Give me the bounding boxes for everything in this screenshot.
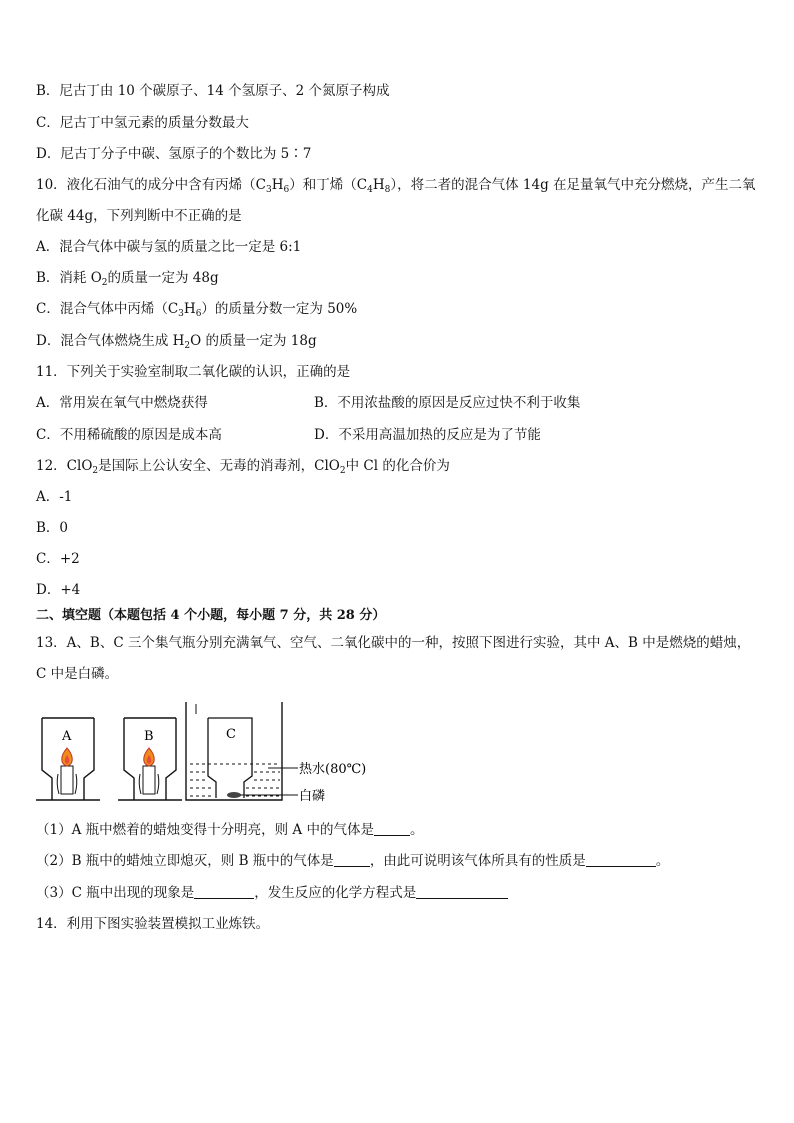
q11-stem: 11．下列关于实验室制取二氧化碳的认识，正确的是 bbox=[36, 364, 351, 380]
q11-option-c: C．不用稀硫酸的原因是成本高 bbox=[36, 427, 222, 443]
hot-water-lines bbox=[190, 764, 280, 796]
q14-stem: 14．利用下图实验装置模拟工业炼铁。 bbox=[36, 916, 270, 932]
label-c: C bbox=[226, 727, 236, 742]
white-phosphorus-icon bbox=[227, 792, 241, 798]
bottle-b bbox=[118, 718, 182, 800]
q10-stem-line2: 化碳 44g，下列判断中不正确的是 bbox=[36, 208, 242, 224]
q11-option-d: D．不采用高温加热的反应是为了节能 bbox=[314, 427, 541, 443]
q11-option-b: B．不用浓盐酸的原因是反应过快不利于收集 bbox=[314, 395, 581, 411]
q13-part-1: （1）A 瓶中燃着的蜡烛变得十分明亮，则 A 中的气体是 。 bbox=[36, 822, 424, 838]
q13-stem-line2: C 中是白磷。 bbox=[36, 666, 119, 682]
answer-blank[interactable] bbox=[374, 821, 410, 836]
answer-blank[interactable] bbox=[334, 852, 370, 867]
q10-option-b: B．消耗 $O_2$的质量一定为 48g bbox=[36, 270, 219, 288]
q9-option-d: D．尼古丁分子中碳、氢原子的个数比为 5∶7 bbox=[36, 146, 312, 162]
section-title-fill-in: 二、填空题（本题包括 4 个小题，每小题 7 分，共 28 分） bbox=[36, 608, 386, 623]
q13-part-2: （2）B 瓶中的蜡烛立即熄灭，则 B 瓶中的气体是 ，由此可说明该气体所具有的性质是 。 bbox=[36, 853, 670, 869]
q12-option-d: D．+4 bbox=[36, 582, 81, 598]
q10-option-d: D．混合气体燃烧生成 $H_2O$ 的质量一定为 18g bbox=[36, 333, 317, 351]
q9-option-b: B．尼古丁由 10 个碳原子、14 个氢原子、2 个氮原子构成 bbox=[36, 83, 390, 99]
beaker-c bbox=[186, 702, 366, 804]
q12-option-b: B．0 bbox=[36, 520, 69, 536]
q13-stem-line1: 13．A、B、C 三个集气瓶分别充满氧气、空气、二氧化碳中的一种，按照下图进行实验，其中 A、B 中是燃烧的蜡烛， bbox=[36, 635, 751, 651]
label-b: B bbox=[144, 729, 154, 744]
answer-blank[interactable] bbox=[586, 852, 656, 867]
answer-blank[interactable] bbox=[416, 884, 508, 899]
white-phosphorus-label: 白磷 bbox=[299, 789, 326, 804]
q13-part-3: （3）C 瓶中出现的现象是 ，发生反应的化学方程式是 bbox=[36, 884, 508, 902]
q13-experiment-figure bbox=[36, 698, 376, 808]
q12-option-c: C．+2 bbox=[36, 551, 80, 567]
q11-option-a: A．常用炭在氧气中燃烧获得 bbox=[36, 395, 208, 411]
candle-b-icon bbox=[139, 748, 159, 794]
q9-option-c: C．尼古丁中氢元素的质量分数最大 bbox=[36, 115, 249, 131]
answer-blank[interactable] bbox=[194, 884, 254, 899]
label-a: A bbox=[62, 729, 72, 744]
hot-water-label: 热水(80℃) bbox=[299, 762, 367, 777]
q12-stem: 12．ClO$_2$是国际上公认安全、无毒的消毒剂，ClO$_2$中 Cl 的化合价为 bbox=[36, 458, 450, 476]
q10-option-c: C．混合气体中丙烯$(C_3H_6)$的质量分数一定为 50% bbox=[36, 301, 358, 319]
bottle-a bbox=[36, 718, 100, 800]
q10-option-a: A．混合气体中碳与氢的质量之比一定是 6:1 bbox=[36, 239, 302, 255]
q12-option-a: A．-1 bbox=[36, 489, 73, 505]
candle-a-icon bbox=[57, 748, 77, 794]
q10-stem-line1: 10．液化石油气的成分中含有丙烯$(C_3H_6)$和丁烯$(C_4H_8)$，将二者的混合气体 14g 在足量氧气中充分燃烧，产生二氧 bbox=[36, 177, 756, 195]
